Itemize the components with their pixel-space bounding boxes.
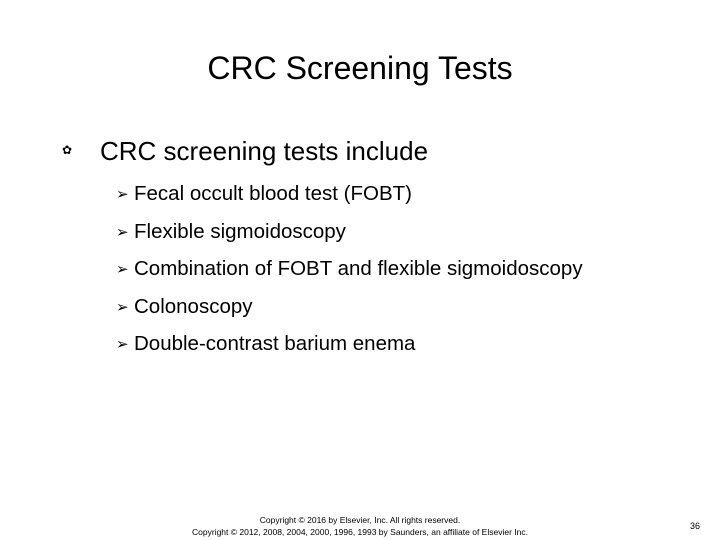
copyright-line-2: Copyright © 2012, 2008, 2004, 2000, 1996, 1993 by Saunders, an affiliate of Elsevier Inc. — [192, 527, 528, 537]
list-item-text: Fecal occult blood test (FOBT) — [134, 182, 412, 205]
list-item — [116, 326, 583, 364]
list-item-text: Combination of FOBT and flexible sigmoidoscopy — [134, 257, 583, 280]
list-item — [116, 251, 583, 289]
copyright-line-1: Copyright © 2016 by Elsevier, Inc. All rights reserved. — [259, 515, 461, 525]
decorative-leaf-bullet-icon: ✿ — [62, 143, 73, 158]
main-bullet-text: CRC screening tests include — [100, 136, 429, 166]
list-item — [116, 214, 583, 252]
arrowhead-bullet-icon: ➢ — [116, 336, 129, 353]
slide-title: CRC Screening Tests — [207, 50, 513, 86]
arrowhead-bullet-icon: ➢ — [116, 261, 129, 278]
arrowhead-bullet-icon: ➢ — [116, 223, 129, 241]
list-item — [116, 176, 583, 214]
list-item — [116, 289, 583, 327]
list-item-text: Flexible sigmoidoscopy — [134, 219, 346, 243]
arrowhead-bullet-icon: ➢ — [116, 186, 129, 203]
main-bullet-point — [62, 134, 428, 170]
screening-tests-list — [116, 176, 583, 364]
list-item-text: Colonoscopy — [134, 294, 253, 318]
page-number: 36 — [690, 521, 701, 531]
arrowhead-bullet-icon: ➢ — [116, 298, 129, 316]
list-item-text: Double-contrast barium enema — [134, 332, 416, 355]
copyright-footer — [150, 514, 570, 538]
